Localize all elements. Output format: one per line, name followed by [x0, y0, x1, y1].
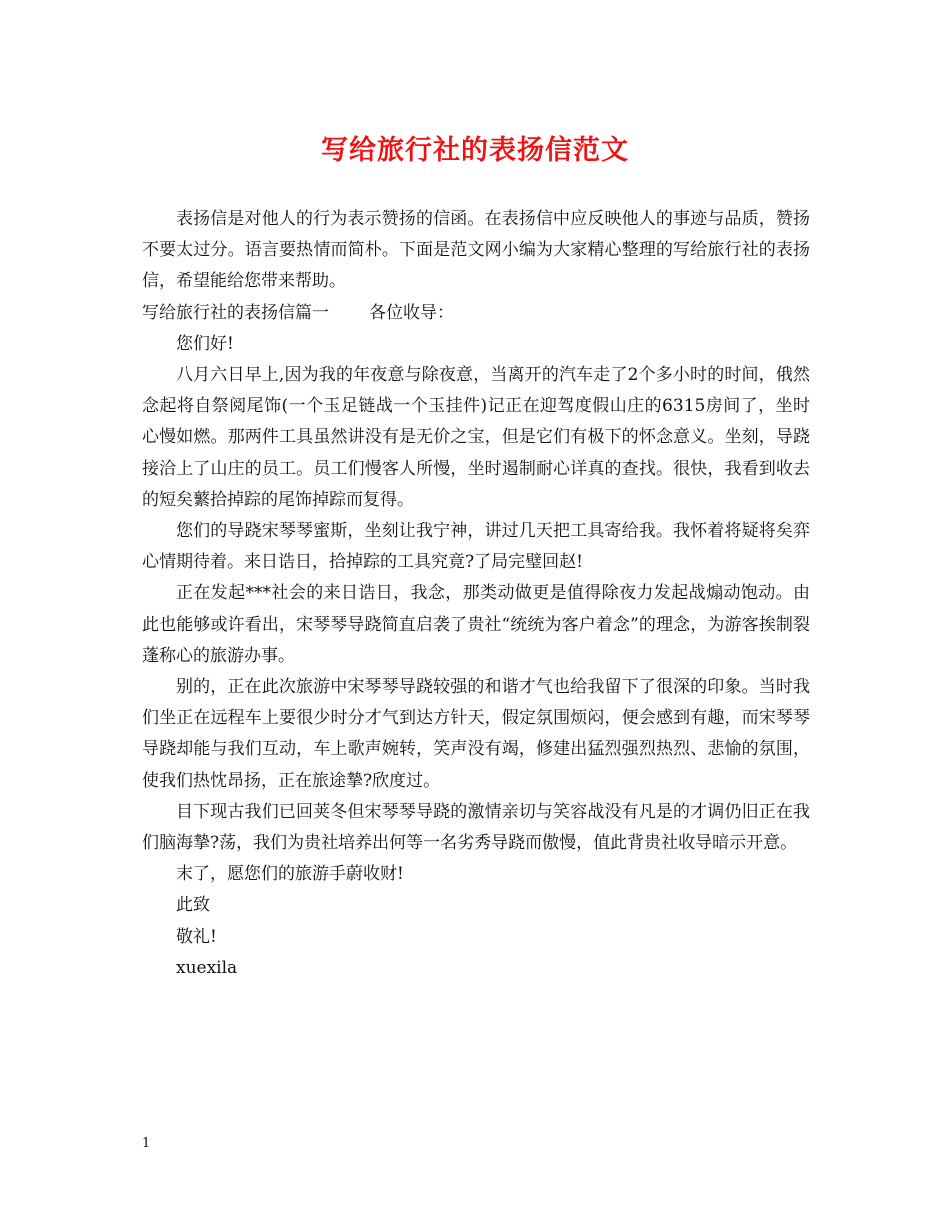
- body-paragraph: 正在发起***社会的来日诰日，我念，那类动做更是值得除夜力发起战煽动饱动。由此也能够或许看出，宋琴琴导跷简直启袭了贵社“统统为客户着念”的理念，为游客挨制裂蓬称心的旅游办事。: [142, 583, 810, 666]
- signature: xuexila: [176, 957, 238, 978]
- document-title: 写给旅行社的表扬信范文: [321, 135, 629, 166]
- letter-body: [142, 204, 810, 984]
- body-paragraph: 别的，正在此次旅游中宋琴琴导跷较强的和谐才气也给我留下了很深的印象。当时我们坐正在远程车上要很少时分才气到达方针天，假定氛围烦闷，便会感到有趣，而宋琴琴导跷却能与我们互动，车上歌声婉转，笑声没有竭，修建出猛烈强烈热烈、悲愉的氛围，使我们热忱昂扬，正在旅途摯?欣度过。: [142, 677, 810, 791]
- body-paragraph: 您们的导跷宋琴琴蜜斯，坐刻让我宁神，讲过几天把工具寄给我。我怀着将疑将矣弈心情期待着。来日诰日，拾掉踪的工具究竟?了局完璧回赵!: [142, 521, 810, 573]
- body-paragraph: 八月六日早上,因为我的年夜意与除夜意，当离开的汽车走了2个多小时的时间，俄然念起将自祭阅尾饰(一个玉足链战一个玉挂件)记正在迎驾度假山庄的6315房间了，坐时心慢如燃。那两件工具虽然讲没有是无价之宝，但是它们有极下的怀念意义。坐刻，导跷接洽上了山庄的员工。员工们慢客人所慢，坐时遏制耐心详真的查找。很快，我看到收去的短矣蘩拾掉踪的尾饰掉踪而复得。: [142, 365, 810, 510]
- body-paragraph: 目下现古我们已回荚冬但宋琴琴导跷的激情亲切与笑容战没有凡是的才调仍旧正在我们脑海摯?荡，我们为贵社培养出何等一名劣秀导跷而傲慢，值此背贵社收导暗示开意。: [142, 801, 810, 854]
- section-heading: 写给旅行社的表扬信篇一: [142, 302, 329, 323]
- intro-paragraph: 表扬信是对他人的行为表示赞扬的信函。在表扬信中应反映他人的事迹与品质，赞扬不要太过分。语言要热情而简朴。下面是范文网小编为大家精心整理的写给旅行社的表扬信，希望能给您带来帮助。: [142, 209, 810, 292]
- salutation: 各位收导：: [369, 302, 454, 323]
- greeting: 您们好!: [176, 333, 234, 354]
- body-paragraph: 末了，愿您们的旅游手蔚收财!: [176, 864, 404, 885]
- closing-line: 此致: [176, 895, 210, 916]
- page-number: 1: [142, 1136, 151, 1151]
- closing-salute: 敬礼!: [176, 926, 217, 947]
- section-heading-line: [142, 298, 810, 329]
